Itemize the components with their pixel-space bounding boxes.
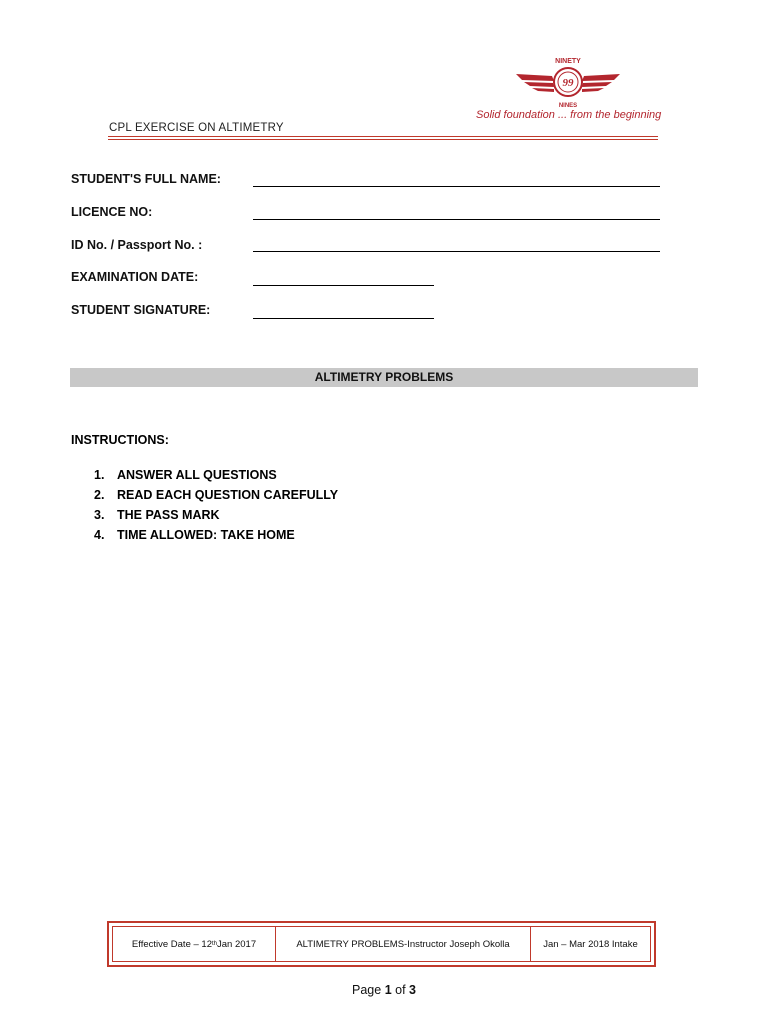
licence-no-field[interactable] — [253, 219, 660, 220]
list-item-number: 2. — [94, 488, 105, 502]
header-divider — [108, 139, 658, 140]
list-item — [94, 525, 338, 545]
winged-emblem-icon — [512, 54, 624, 112]
footer-intake: Jan – Mar 2018 Intake — [543, 938, 638, 950]
list-item-text: READ EACH QUESTION CAREFULLY — [117, 488, 339, 502]
svg-text:NINES: NINES — [558, 103, 578, 109]
instructions-list — [94, 465, 338, 545]
full-name-field[interactable] — [253, 186, 660, 187]
instructions-heading: INSTRUCTIONS: — [71, 433, 169, 447]
id-passport-label: ID No. / Passport No. : — [71, 238, 203, 252]
footer-table — [107, 921, 656, 967]
exam-date-label: EXAMINATION DATE: — [71, 270, 199, 284]
list-item-text: TIME ALLOWED: TAKE HOME — [117, 528, 295, 542]
list-item-number: 1. — [94, 468, 105, 482]
full-name-label: STUDENT'S FULL NAME: — [71, 172, 221, 186]
list-item — [94, 485, 338, 505]
licence-no-label: LICENCE NO: — [71, 205, 153, 219]
document-title: CPL EXERCISE ON ALTIMETRY — [109, 122, 284, 134]
svg-text:NINETY: NINETY — [555, 58, 581, 65]
svg-text:99: 99 — [562, 77, 574, 89]
list-item-text: ANSWER ALL QUESTIONS — [117, 468, 277, 482]
header-divider — [108, 136, 658, 137]
list-item-number: 4. — [94, 528, 105, 542]
page-number: Page 1 of 3 — [352, 983, 416, 997]
list-item-text: THE PASS MARK — [117, 508, 220, 522]
footer-effective-date: Effective Date – 12 th Jan 2017 — [113, 927, 276, 961]
list-item — [94, 505, 338, 525]
id-passport-field[interactable] — [253, 251, 660, 252]
list-item-number: 3. — [94, 508, 105, 522]
tagline: Solid foundation ... from the beginning — [476, 109, 662, 121]
signature-field[interactable] — [253, 318, 434, 319]
footer-course: ALTIMETRY PROBLEMS-Instructor Joseph Okolla — [276, 927, 531, 961]
signature-label: STUDENT SIGNATURE: — [71, 303, 211, 317]
section-title-bar: ALTIMETRY PROBLEMS — [70, 368, 698, 387]
exam-date-field[interactable] — [253, 285, 434, 286]
list-item — [94, 465, 338, 485]
